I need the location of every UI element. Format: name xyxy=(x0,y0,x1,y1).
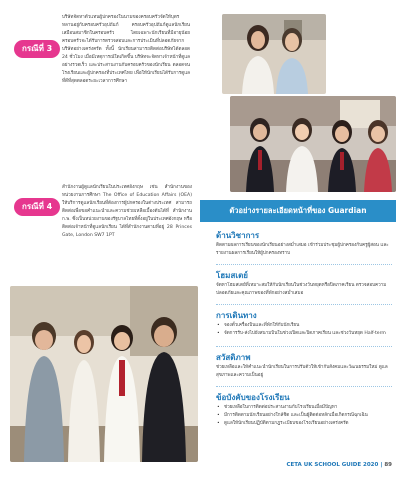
section-divider xyxy=(216,386,392,387)
list-item: • ดูแลให้นักเรียนปฏิบัติตามกฎระเบียบของโรงเรียนอย่างเคร่งครัด xyxy=(216,420,392,428)
list-item: • มีการติดตามนักเรียนอย่างใกล้ชิด และเป็นผู้ติดต่อหลักเมื่อเกิดกรณีฉุกเฉิน xyxy=(216,412,392,420)
case-4-badge: กรณีที่ 4 xyxy=(14,198,60,216)
section-divider xyxy=(216,264,392,265)
section-text-welfare: ช่วยเหลือและให้คำแนะนำนักเรียนในการปรับตัวให้เข้ากับสังคมและวัฒนธรรมใหม่ ดูแลสุขภาพและความเป็นอยู่ xyxy=(216,365,388,378)
photo-group-uniform xyxy=(230,96,396,192)
section-title-homestay: โฮมสเตย์ xyxy=(216,271,248,280)
case-3-badge: กรณีที่ 3 xyxy=(14,40,60,58)
section-title-academic: ด้านวิชาการ xyxy=(216,231,260,240)
page-footer xyxy=(286,462,392,468)
section-divider xyxy=(216,346,392,347)
footer-separator: | xyxy=(380,462,383,468)
case-4-text: สำนักงานผู้ดูแลนักเรียนในประเทศอังกฤษ เช่น สำนักงานของหน่วยงานการศึกษา The Office of Education Affairs (OEA) ให้บริการดูแลนักเรียนที่ต้องการผู้ปกครองในต่างประเทศ สามารถติดต่อเพื่อขอคำแนะนำและความช่วยเหลือเบื้องต้นได้ที่ สำนักงาน ก.พ. ซึ่งเป็นหน่วยงานของรัฐบาลไทยที่ตั้งอยู่ในประเทศอังกฤษ หรือติดต่อเจ้าหน้าที่ดูแลนักเรียน ได้ที่สำนักงานตามที่อยู่ 28 Princes Gate, London SW7 1PT xyxy=(62,185,192,238)
photo-two-students xyxy=(222,14,326,94)
list-item: • จองตั๋วเครื่องบินและที่พักให้กับนักเรียน xyxy=(216,322,392,330)
guardian-duties-banner: ตัวอย่างรายละเอียดหน้าที่ของ Guardian xyxy=(200,200,396,222)
section-title-travel: การเดินทาง xyxy=(216,311,257,320)
list-item: • จัดการรับ-ส่งไปยังสนามบินในช่วงเปิดและปิดภาคเรียน และช่วงวันหยุด Half-term xyxy=(216,330,392,338)
photo-family-student xyxy=(10,286,198,462)
section-text-academic: ติดตามผลการเรียนของนักเรียนอย่างสม่ำเสมอ เข้าร่วมประชุมผู้ปกครองกับครูผู้สอน และรายงานผลการเรียนให้ผู้ปกครองทราบ xyxy=(216,243,389,256)
section-title-welfare: สวัสดิภาพ xyxy=(216,353,251,362)
section-text-homestay: จัดหาโฮมสเตย์ที่เหมาะสมให้กับนักเรียนในช่วงวันหยุดหรือปิดภาคเรียน ตรวจสอบความปลอดภัยและคุณภาพของที่พักอย่างสม่ำเสมอ xyxy=(216,283,387,296)
list-item: • ช่วยเหลือในการติดต่อประสานงานกับโรงเรียนเมื่อมีปัญหา xyxy=(216,404,392,412)
case-3-text: บริษัทจัดหาตัวแทนผู้ปกครองในนามของครอบครัวจัดให้บุตรหลานอยู่กับครอบครัวอุปถัมภ์ ครอบครัวอุปถัมภ์ดูแลนักเรียนเสมือนสมาชิกในครอบครัว โดยเฉพาะนักเรียนที่มีอายุน้อย ครอบครัวจะได้รับการตรวจสอบและการประเมินที่ปลอดภัยจากบริษัทอย่างเคร่งครัด ทั้งนี้ นักเรียนสามารถติดต่อบริษัทได้ตลอด 24 ชั่วโมง เมื่อมีเหตุการณ์ใดเกิดขึ้น บริษัทจะจัดหาเจ้าหน้าที่ดูแลอย่างรวดเร็ว และประสานงานกับครอบครัวของนักเรียน ตลอดจนโรงเรียนและผู้ปกครองที่ประเทศไทย เพื่อให้นักเรียนได้รับการดูแลที่ดีที่สุดตลอดระยะเวลาการศึกษา xyxy=(62,15,190,84)
footer-guide-title: CETA UK SCHOOL GUIDE 2020 xyxy=(286,462,379,468)
page-number: 89 xyxy=(384,462,392,468)
section-list-school-rules xyxy=(216,404,392,428)
section-list-travel xyxy=(216,322,392,338)
section-title-school-rules: ข้อบังคับของโรงเรียน xyxy=(216,393,290,402)
section-divider xyxy=(216,304,392,305)
